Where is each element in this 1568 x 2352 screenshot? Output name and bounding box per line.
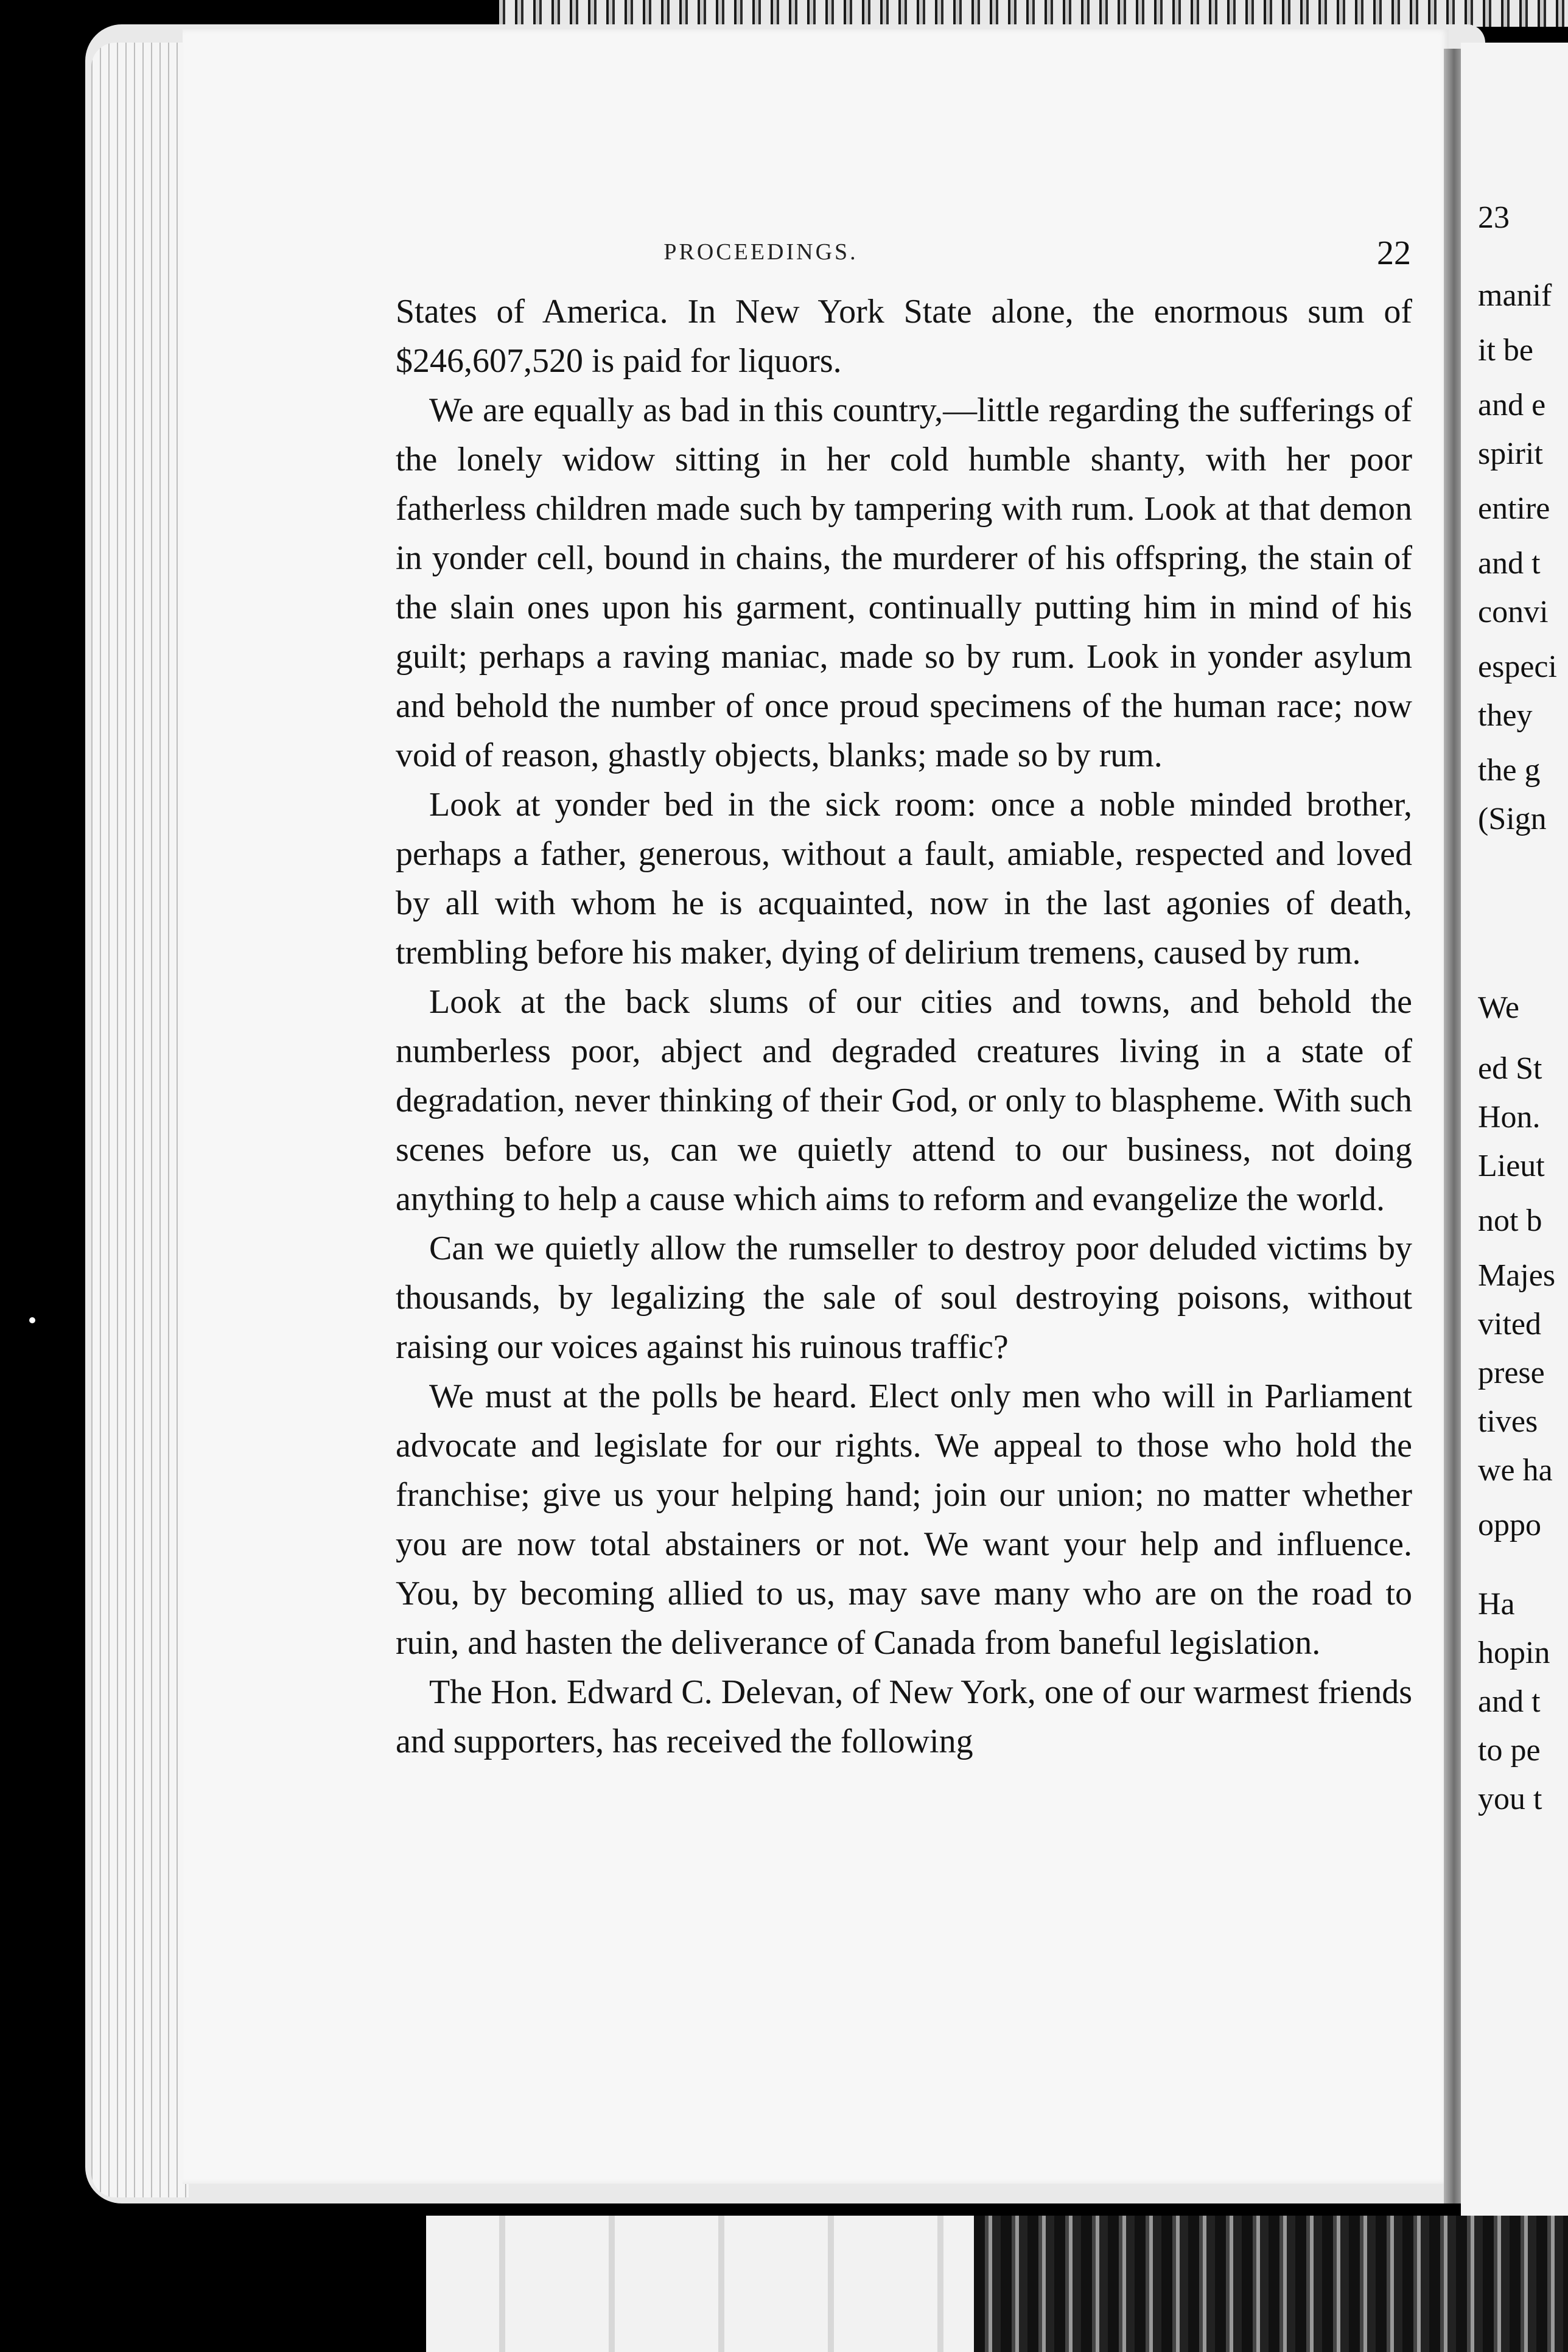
- facing-page-line: ed St: [1478, 1051, 1542, 1086]
- facing-page-line: and t: [1478, 546, 1541, 581]
- facing-page-line: not b: [1478, 1203, 1542, 1238]
- facing-page-line: especi: [1478, 649, 1557, 684]
- facing-page-line: Lieut: [1478, 1149, 1545, 1183]
- facing-page-line: Ha: [1478, 1587, 1515, 1622]
- scanner-top-strip: [499, 0, 1568, 27]
- facing-page-line: convi: [1478, 595, 1549, 629]
- facing-page-line: oppo: [1478, 1508, 1541, 1542]
- paragraph: The Hon. Edward C. Delevan, of New York, one of our warmest friends and supporters, has received the following: [396, 1673, 1412, 1760]
- facing-page-line: and t: [1478, 1684, 1541, 1719]
- facing-page-line: you t: [1478, 1782, 1542, 1816]
- paragraph: We must at the polls be heard. Elect only men who will in Parliament advocate and legislate for our rights. We appeal to those who hold the franchise; give us your helping hand; join our union; no matter whether you are now total abstainers or not. We want your help and influence. You, by becoming allied to us, may save many who are on the road to ruin, and hasten the deliverance of Canada from baneful legislation.: [396, 1377, 1412, 1662]
- running-head: PROCEEDINGS.: [663, 239, 858, 265]
- facing-page-line: and e: [1478, 388, 1546, 422]
- facing-page-line: manif: [1478, 278, 1552, 313]
- facing-page-line: (Sign: [1478, 802, 1547, 836]
- facing-page-line: hopin: [1478, 1636, 1550, 1670]
- body-text: [396, 287, 1412, 1766]
- facing-page-number: 23: [1478, 200, 1510, 235]
- page-number: 22: [1377, 234, 1411, 272]
- page-gutter: [1444, 49, 1461, 2203]
- scanner-bottom-strip: [426, 2216, 1568, 2352]
- facing-page-line: to pe: [1478, 1733, 1541, 1768]
- facing-page-line: entire: [1478, 491, 1550, 526]
- facing-page-line: tives: [1478, 1404, 1538, 1439]
- paragraph: Look at the back slums of our cities and towns, and behold the numberless poor, abject and degraded creatures living in a state of degradation, never thinking of their God, or only to blaspheme. With such scenes before us, can we quietly attend to our business, not doing anything to help a cause which aims to reform and evangelize the world.: [396, 983, 1412, 1218]
- page-edges: [91, 43, 189, 2197]
- facing-page-line: we ha: [1478, 1453, 1553, 1488]
- paragraph: Look at yonder bed in the sick room: once a noble minded brother, perhaps a father, generous, without a fault, amiable, respected and loved by all with whom he is acquainted, now in the last agonies of death, trembling before his maker, dying of delirium tremens, caused by rum.: [396, 786, 1412, 971]
- paragraph: We are equally as bad in this country,—little regarding the sufferings of the lonely widow sitting in her cold humble shanty, with her poor fatherless children made such by tampering with rum. Look at that demon in yonder cell, bound in chains, the murderer of his offspring, the stain of the slain ones upon his garment, continually putting him in mind of his guilt; perhaps a raving maniac, made so by rum. Look in yonder asylum and behold the number of once proud specimens of the human race; now void of reason, ghastly objects, blanks; made so by rum.: [396, 391, 1412, 774]
- paragraph: States of America. In New York State alone, the enormous sum of $246,607,520 is paid for liquors.: [396, 293, 1412, 380]
- facing-page-line: it be: [1478, 333, 1533, 368]
- dust-speck: [29, 1317, 35, 1323]
- paragraph: Can we quietly allow the rumseller to destroy poor deluded victims by thousands, by legalizing the sale of soul destroying poisons, without raising our voices against his ruinous traffic?: [396, 1230, 1412, 1366]
- facing-page-line: We: [1478, 990, 1519, 1025]
- facing-page-line: spirit: [1478, 436, 1543, 471]
- facing-page-line: vited: [1478, 1307, 1541, 1342]
- facing-page-line: Hon.: [1478, 1100, 1541, 1135]
- facing-page-line: prese: [1478, 1356, 1545, 1390]
- facing-page: [1461, 43, 1568, 2216]
- facing-page-line: Majes: [1478, 1258, 1556, 1293]
- facing-page-line: they: [1478, 698, 1533, 733]
- facing-page-line: the g: [1478, 753, 1541, 788]
